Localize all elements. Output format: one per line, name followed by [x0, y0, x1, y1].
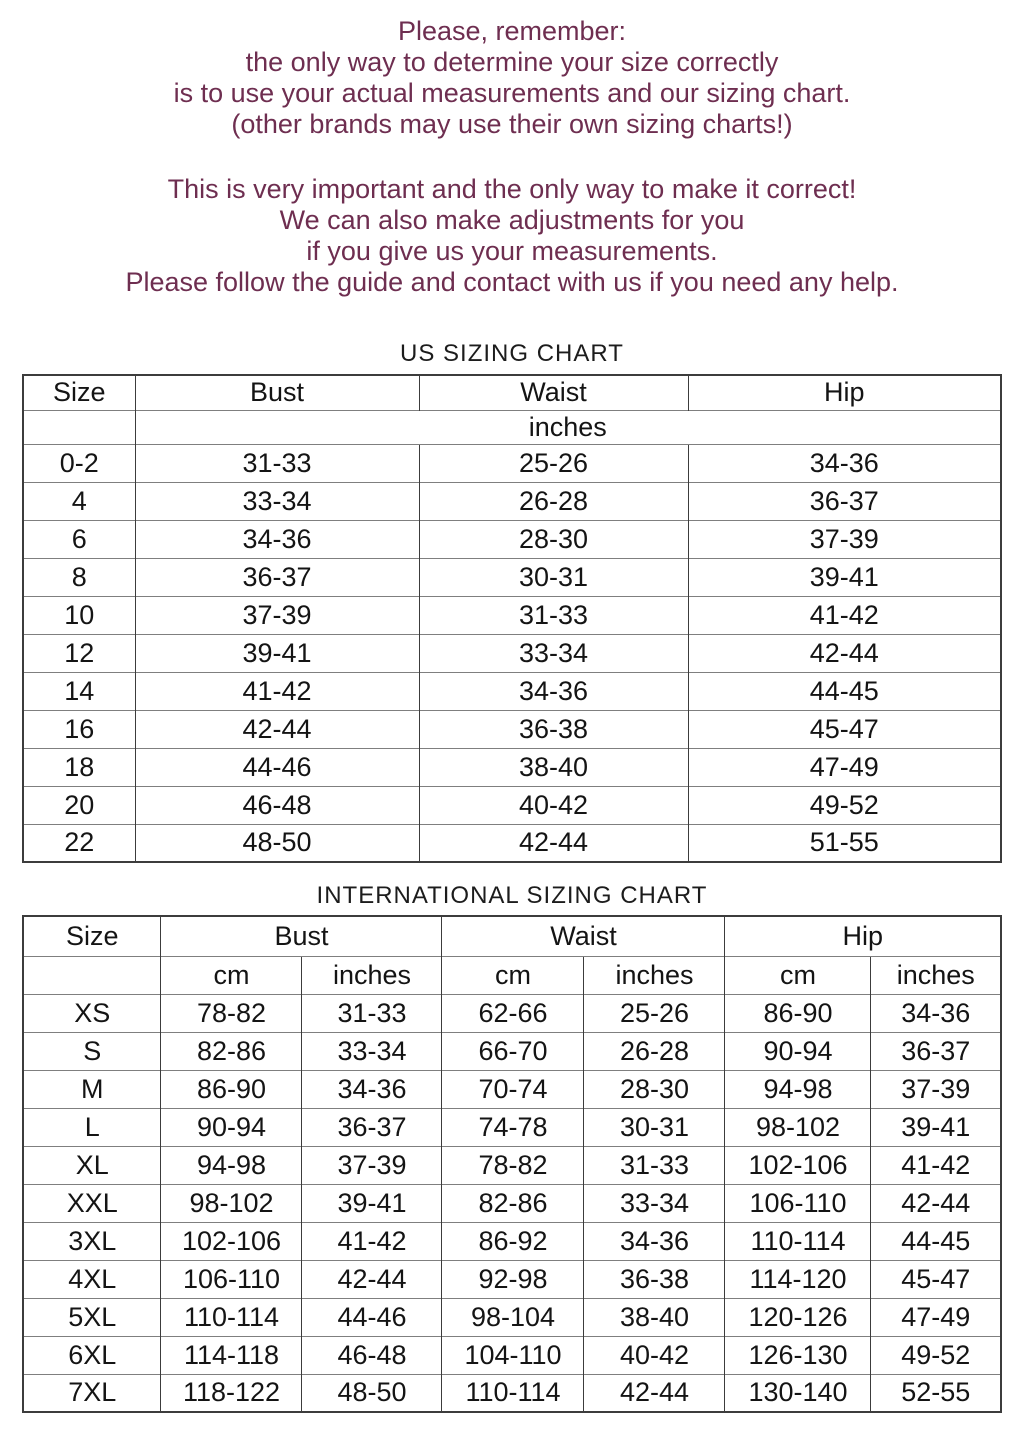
- table-cell: 26-28: [584, 1032, 725, 1070]
- table-cell: 39-41: [135, 634, 419, 672]
- us-size-row: [23, 634, 1001, 672]
- table-cell: 31-33: [584, 1146, 725, 1184]
- table-cell: 36-37: [302, 1108, 442, 1146]
- paragraph-spacer: [0, 140, 1024, 174]
- table-cell: 38-40: [584, 1298, 725, 1336]
- intl-size-row: [23, 1222, 1001, 1260]
- intro-line: the only way to determine your size correctly: [245, 47, 779, 77]
- table-cell: 94-98: [161, 1146, 302, 1184]
- column-header-hip: Hip: [725, 916, 1001, 956]
- table-cell: 49-52: [871, 1336, 1001, 1374]
- intro-line: We can also make adjustments for you: [279, 205, 745, 235]
- table-cell: 48-50: [135, 824, 419, 862]
- table-cell: 42-44: [135, 710, 419, 748]
- table-cell: 41-42: [135, 672, 419, 710]
- table-cell: 86-92: [442, 1222, 584, 1260]
- table-cell: 92-98: [442, 1260, 584, 1298]
- us-size-row: [23, 710, 1001, 748]
- table-cell: 78-82: [442, 1146, 584, 1184]
- table-cell: 42-44: [302, 1260, 442, 1298]
- table-cell: 47-49: [871, 1298, 1001, 1336]
- table-cell: 45-47: [688, 710, 1001, 748]
- unit-label-waist-inches: inches: [584, 956, 725, 994]
- intro-note: [0, 0, 1024, 298]
- table-cell: 18: [23, 748, 135, 786]
- intl-unit-row: [23, 956, 1001, 994]
- table-cell: 37-39: [871, 1070, 1001, 1108]
- table-cell: 86-90: [725, 994, 871, 1032]
- table-cell: 25-26: [419, 444, 688, 482]
- intro-line: is to use your actual measurements and our sizing chart.: [173, 78, 851, 108]
- table-cell: 126-130: [725, 1336, 871, 1374]
- column-header-bust: Bust: [135, 375, 419, 410]
- table-cell: 40-42: [584, 1336, 725, 1374]
- table-cell: XS: [23, 994, 161, 1032]
- table-cell: 66-70: [442, 1032, 584, 1070]
- table-cell: 36-37: [871, 1032, 1001, 1070]
- international-chart-title: INTERNATIONAL SIZING CHART: [316, 882, 708, 909]
- table-cell: 33-34: [584, 1184, 725, 1222]
- table-cell: 3XL: [23, 1222, 161, 1260]
- table-cell: 7XL: [23, 1374, 161, 1412]
- us-table-body: [23, 444, 1001, 862]
- table-cell: 34-36: [419, 672, 688, 710]
- table-cell: 34-36: [302, 1070, 442, 1108]
- table-cell: 114-118: [161, 1336, 302, 1374]
- table-cell: 41-42: [302, 1222, 442, 1260]
- us-size-row: [23, 558, 1001, 596]
- table-cell: 4XL: [23, 1260, 161, 1298]
- intl-size-row: [23, 1336, 1001, 1374]
- table-cell: 44-46: [135, 748, 419, 786]
- us-size-row: [23, 520, 1001, 558]
- intro-line: This is very important and the only way to make it correct!: [167, 174, 857, 204]
- table-cell: 70-74: [442, 1070, 584, 1108]
- table-cell: 37-39: [688, 520, 1001, 558]
- table-cell: 62-66: [442, 994, 584, 1032]
- column-header-size: Size: [23, 375, 135, 410]
- table-cell: 44-45: [871, 1222, 1001, 1260]
- intro-line: Please, remember:: [397, 16, 627, 46]
- table-cell: 31-33: [135, 444, 419, 482]
- intl-size-row: [23, 1070, 1001, 1108]
- table-cell: 39-41: [688, 558, 1001, 596]
- column-header-size: Size: [23, 916, 161, 956]
- intl-size-row: [23, 1374, 1001, 1412]
- table-cell: 34-36: [135, 520, 419, 558]
- table-cell: 44-46: [302, 1298, 442, 1336]
- intl-table-body: [23, 994, 1001, 1412]
- table-cell: 45-47: [871, 1260, 1001, 1298]
- table-cell: 82-86: [442, 1184, 584, 1222]
- table-cell: 12: [23, 634, 135, 672]
- table-cell: 6XL: [23, 1336, 161, 1374]
- intl-size-row: [23, 994, 1001, 1032]
- unit-label: inches: [135, 410, 1001, 444]
- table-cell: 102-106: [725, 1146, 871, 1184]
- intl-size-row: [23, 1298, 1001, 1336]
- table-cell: L: [23, 1108, 161, 1146]
- table-cell: XL: [23, 1146, 161, 1184]
- table-cell: 44-45: [688, 672, 1001, 710]
- table-cell: 49-52: [688, 786, 1001, 824]
- table-cell: 40-42: [419, 786, 688, 824]
- table-cell: 42-44: [688, 634, 1001, 672]
- table-cell: 28-30: [584, 1070, 725, 1108]
- table-cell: 39-41: [871, 1108, 1001, 1146]
- table-cell: 31-33: [419, 596, 688, 634]
- empty-cell: [23, 956, 161, 994]
- table-cell: 31-33: [302, 994, 442, 1032]
- table-cell: 33-34: [419, 634, 688, 672]
- table-cell: 110-114: [161, 1298, 302, 1336]
- table-cell: 94-98: [725, 1070, 871, 1108]
- table-cell: 36-37: [135, 558, 419, 596]
- table-cell: 90-94: [161, 1108, 302, 1146]
- table-cell: 47-49: [688, 748, 1001, 786]
- table-cell: 102-106: [161, 1222, 302, 1260]
- table-cell: 130-140: [725, 1374, 871, 1412]
- table-cell: 37-39: [302, 1146, 442, 1184]
- table-cell: 42-44: [584, 1374, 725, 1412]
- table-cell: 30-31: [419, 558, 688, 596]
- us-sizing-table: [22, 374, 1002, 863]
- table-cell: 118-122: [161, 1374, 302, 1412]
- table-cell: 34-36: [688, 444, 1001, 482]
- table-cell: 5XL: [23, 1298, 161, 1336]
- table-cell: 36-37: [688, 482, 1001, 520]
- column-header-bust: Bust: [161, 916, 442, 956]
- table-cell: 14: [23, 672, 135, 710]
- table-cell: 106-110: [161, 1260, 302, 1298]
- intl-size-row: [23, 1108, 1001, 1146]
- table-cell: 25-26: [584, 994, 725, 1032]
- table-cell: 33-34: [135, 482, 419, 520]
- table-cell: 78-82: [161, 994, 302, 1032]
- table-cell: 104-110: [442, 1336, 584, 1374]
- table-cell: 39-41: [302, 1184, 442, 1222]
- intl-header-row: [23, 916, 1001, 956]
- table-cell: 110-114: [725, 1222, 871, 1260]
- table-cell: 74-78: [442, 1108, 584, 1146]
- table-cell: 4: [23, 482, 135, 520]
- table-cell: 52-55: [871, 1374, 1001, 1412]
- us-size-row: [23, 596, 1001, 634]
- unit-label-bust-inches: inches: [302, 956, 442, 994]
- table-cell: 86-90: [161, 1070, 302, 1108]
- table-cell: 42-44: [871, 1184, 1001, 1222]
- table-cell: 6: [23, 520, 135, 558]
- table-cell: 98-102: [161, 1184, 302, 1222]
- table-cell: 16: [23, 710, 135, 748]
- table-cell: 46-48: [302, 1336, 442, 1374]
- table-cell: 10: [23, 596, 135, 634]
- us-size-row: [23, 672, 1001, 710]
- table-cell: 37-39: [135, 596, 419, 634]
- intl-size-row: [23, 1184, 1001, 1222]
- intl-size-row: [23, 1032, 1001, 1070]
- table-cell: 33-34: [302, 1032, 442, 1070]
- international-sizing-table: [22, 915, 1002, 1413]
- table-cell: 98-104: [442, 1298, 584, 1336]
- table-cell: 34-36: [871, 994, 1001, 1032]
- table-cell: 41-42: [688, 596, 1001, 634]
- table-cell: 106-110: [725, 1184, 871, 1222]
- intro-line: Please follow the guide and contact with us if you need any help.: [125, 267, 899, 297]
- table-cell: 114-120: [725, 1260, 871, 1298]
- table-cell: 28-30: [419, 520, 688, 558]
- us-size-row: [23, 444, 1001, 482]
- table-cell: 90-94: [725, 1032, 871, 1070]
- unit-label-hip-inches: inches: [871, 956, 1001, 994]
- column-header-waist: Waist: [419, 375, 688, 410]
- table-cell: 120-126: [725, 1298, 871, 1336]
- intl-size-row: [23, 1260, 1001, 1298]
- table-cell: 20: [23, 786, 135, 824]
- table-cell: M: [23, 1070, 161, 1108]
- table-cell: 46-48: [135, 786, 419, 824]
- table-cell: 30-31: [584, 1108, 725, 1146]
- empty-cell: [23, 410, 135, 444]
- table-cell: 82-86: [161, 1032, 302, 1070]
- table-cell: 26-28: [419, 482, 688, 520]
- us-unit-row: [23, 410, 1001, 444]
- table-cell: 51-55: [688, 824, 1001, 862]
- us-size-row: [23, 786, 1001, 824]
- table-cell: 22: [23, 824, 135, 862]
- table-cell: 0-2: [23, 444, 135, 482]
- us-size-row: [23, 482, 1001, 520]
- table-cell: 41-42: [871, 1146, 1001, 1184]
- table-cell: 8: [23, 558, 135, 596]
- table-cell: 48-50: [302, 1374, 442, 1412]
- column-header-hip: Hip: [688, 375, 1001, 410]
- table-cell: 36-38: [419, 710, 688, 748]
- intro-line: (other brands may use their own sizing charts!): [231, 109, 793, 139]
- unit-label-waist-cm: cm: [442, 956, 584, 994]
- table-cell: 36-38: [584, 1260, 725, 1298]
- table-cell: XXL: [23, 1184, 161, 1222]
- unit-label-bust-cm: cm: [161, 956, 302, 994]
- table-cell: 98-102: [725, 1108, 871, 1146]
- table-cell: 34-36: [584, 1222, 725, 1260]
- table-cell: S: [23, 1032, 161, 1070]
- us-size-row: [23, 748, 1001, 786]
- table-cell: 38-40: [419, 748, 688, 786]
- table-cell: 110-114: [442, 1374, 584, 1412]
- table-cell: 42-44: [419, 824, 688, 862]
- intro-line: if you give us your measurements.: [306, 236, 718, 266]
- us-size-row: [23, 824, 1001, 862]
- us-chart-title: US SIZING CHART: [400, 340, 624, 367]
- us-header-row: [23, 375, 1001, 410]
- unit-label-hip-cm: cm: [725, 956, 871, 994]
- intl-size-row: [23, 1146, 1001, 1184]
- column-header-waist: Waist: [442, 916, 725, 956]
